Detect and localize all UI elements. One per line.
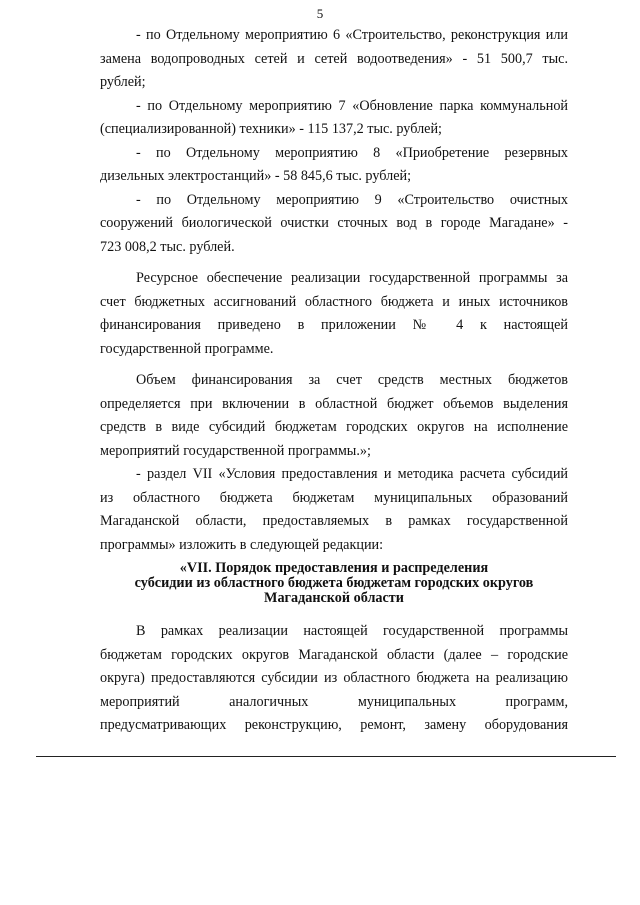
text-line: предусматривающих реконструкцию, ремонт, замену оборудования bbox=[100, 717, 568, 733]
paragraph-measure-7 bbox=[100, 95, 568, 142]
paragraph-measure-6 bbox=[100, 24, 568, 95]
text-line: счет бюджетных ассигнований областного бюджета и иных источников bbox=[100, 293, 568, 310]
text-line: мероприятий государственной программы.»; bbox=[100, 442, 371, 459]
paragraph-measure-8 bbox=[100, 142, 568, 189]
page-number: 5 bbox=[316, 6, 324, 21]
paragraph-section-vii-amendment bbox=[100, 463, 568, 557]
text-line: определяется при включении в областной бюджет объемов выделения bbox=[100, 395, 568, 412]
heading-line: Магаданской области bbox=[264, 590, 404, 606]
text-line: - по Отдельному мероприятию 7 «Обновление парка коммунальной bbox=[136, 97, 568, 114]
paragraph-spacer bbox=[100, 361, 568, 369]
paragraph-financing-volume bbox=[100, 369, 568, 463]
text-line: 723 008,2 тыс. рублей. bbox=[100, 238, 235, 255]
text-line: из областного бюджета бюджетам муниципальных образований bbox=[100, 489, 568, 506]
text-line: - по Отдельному мероприятию 8 «Приобретение резервных bbox=[136, 144, 568, 161]
text-line: округа) предоставляются субсидии из областного бюджета на реализацию bbox=[100, 670, 568, 686]
text-line: - по Отдельному мероприятию 6 «Строительство, реконструкция или bbox=[136, 27, 568, 43]
section-heading bbox=[100, 561, 568, 606]
text-line: Ресурсное обеспечение реализации государственной программы за bbox=[136, 270, 568, 286]
paragraph-subsidies bbox=[100, 620, 568, 738]
text-line: - раздел VII «Условия предоставления и методика расчета субсидий bbox=[136, 466, 568, 482]
text-line: Магаданской области, предоставляемых в рамках государственной bbox=[100, 513, 568, 529]
text-line: Объем финансирования за счет средств местных бюджетов bbox=[136, 372, 568, 388]
text-line: мероприятий аналогичных муниципальных программ, bbox=[100, 693, 568, 710]
text-line: (специализированной) техники» - 115 137,2 тыс. рублей; bbox=[100, 121, 442, 137]
text-line: - по Отдельному мероприятию 9 «Строительство очистных bbox=[136, 191, 568, 208]
text-line: В рамках реализации настоящей государственной программы bbox=[136, 623, 568, 639]
text-line: сооружений биологической очистки сточных вод в городе Магадане» - bbox=[100, 215, 568, 231]
text-line: рублей; bbox=[100, 74, 146, 90]
text-line: замена водопроводных сетей и сетей водоотведения» - 51 500,7 тыс. bbox=[100, 50, 568, 67]
text-line: программы» изложить в следующей редакции: bbox=[100, 536, 384, 553]
heading-line: «VII. Порядок предоставления и распределения bbox=[179, 560, 489, 576]
paragraph-measure-9 bbox=[100, 189, 568, 260]
text-line: финансирования приведено в приложении № 4 к настоящей bbox=[100, 317, 568, 333]
document-body bbox=[100, 24, 568, 738]
text-line: государственной программе. bbox=[100, 340, 274, 357]
paragraph-spacer bbox=[100, 259, 568, 267]
bottom-divider bbox=[36, 756, 616, 757]
text-line: бюджетам городских округов Магаданской области (далее – городские bbox=[100, 646, 568, 663]
paragraph-resource-provision bbox=[100, 267, 568, 361]
heading-line: субсидии из областного бюджета бюджетам городских округов bbox=[134, 575, 534, 591]
text-line: дизельных электростанций» - 58 845,6 тыс. рублей; bbox=[100, 168, 412, 184]
paragraph-spacer bbox=[100, 612, 568, 620]
text-line: средств в виде субсидий бюджетам городских округов на исполнение bbox=[100, 419, 568, 435]
